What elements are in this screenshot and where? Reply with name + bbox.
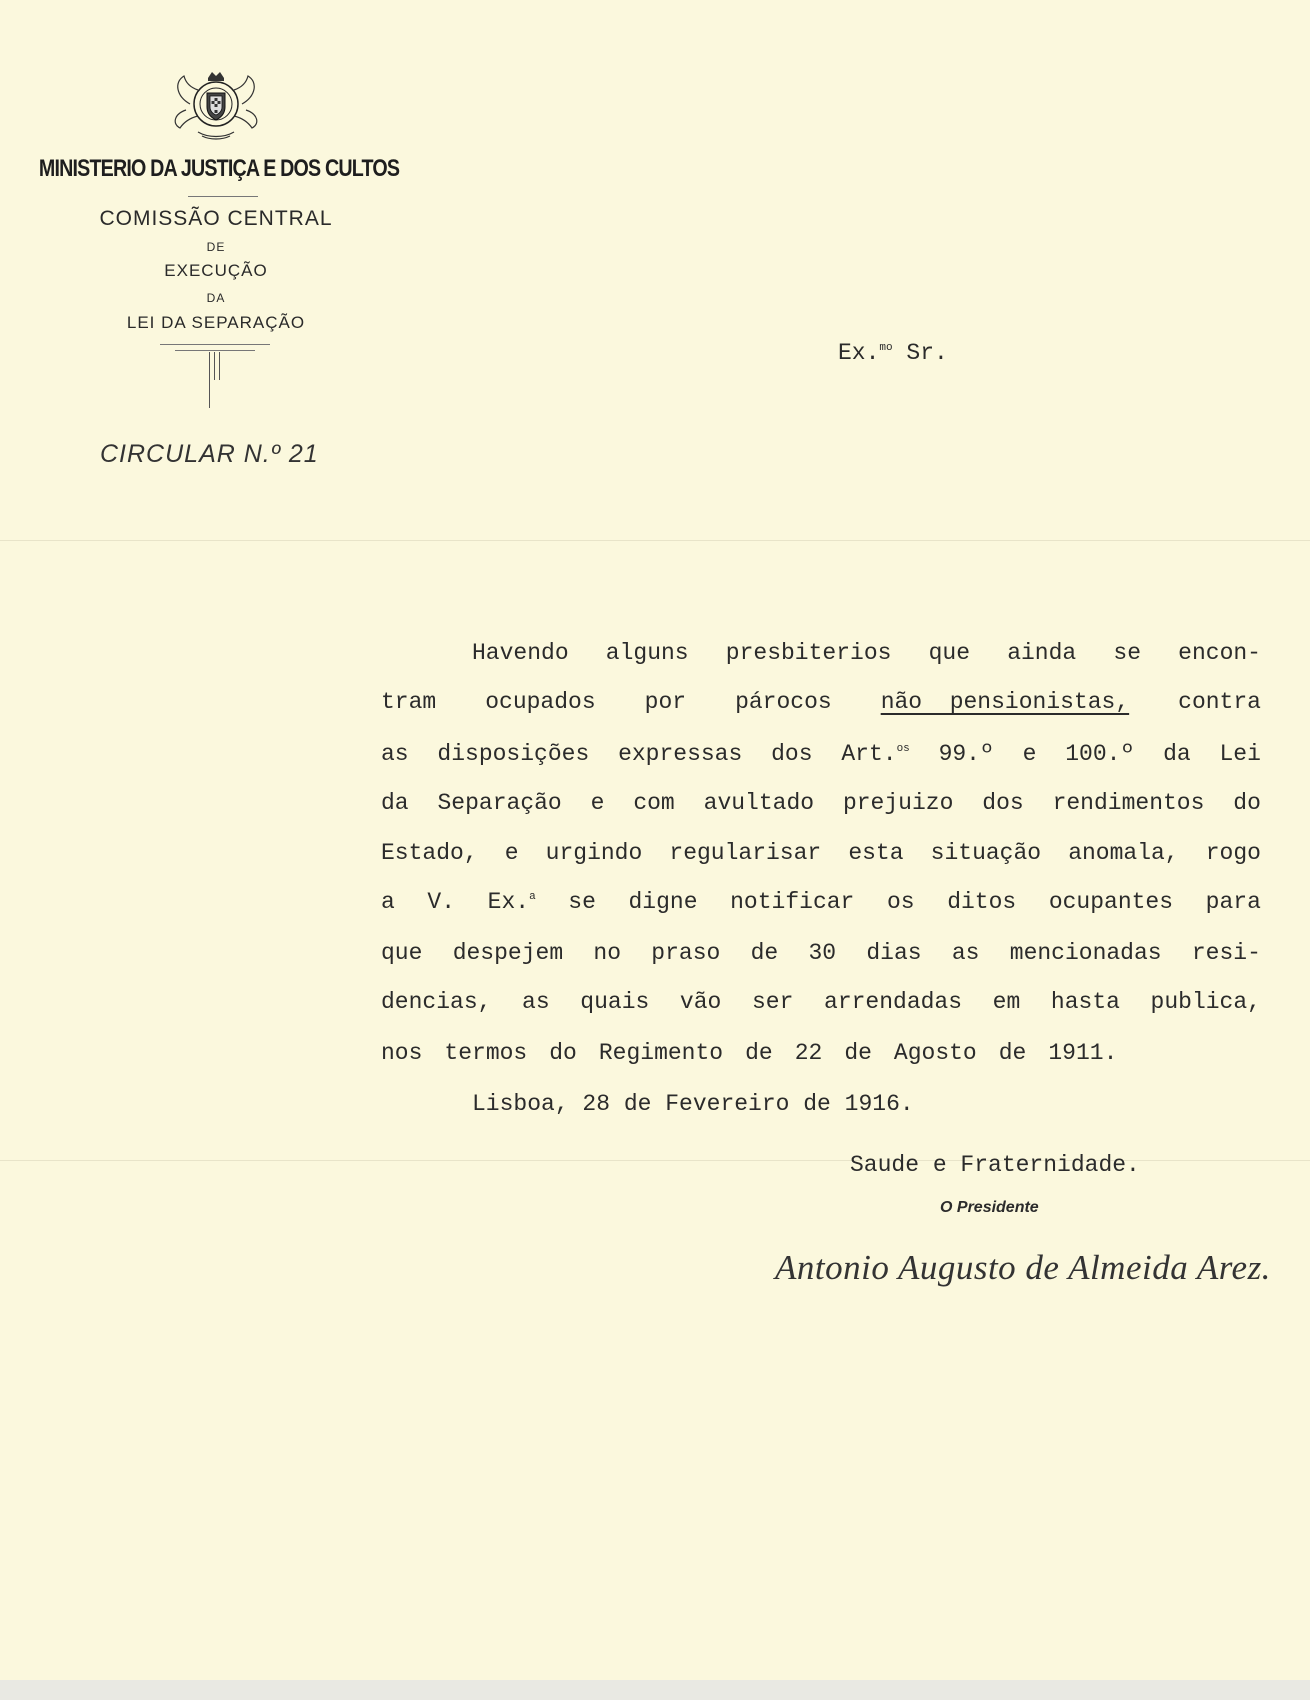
body-word: anomala,: [1068, 840, 1179, 866]
body-word: e: [504, 840, 519, 866]
body-word: os: [886, 889, 915, 915]
body-word: arrendadas: [824, 989, 963, 1015]
salutation-sup: mo: [879, 342, 893, 354]
body-line: [381, 790, 1261, 816]
body-word: para: [1205, 889, 1261, 915]
body-word: párocos: [735, 689, 832, 715]
body-word: Ex.$^a$: [487, 889, 536, 915]
body-word: notificar: [730, 889, 855, 915]
body-word: ocupantes: [1048, 889, 1174, 915]
ornamental-rule: [209, 352, 210, 408]
body-line: [381, 940, 1261, 966]
body-line: [381, 989, 1261, 1015]
body-word: 99.º: [938, 741, 994, 767]
body-word: se: [568, 889, 596, 915]
commission-law: LEI DA SEPARAÇÃO: [126, 313, 306, 332]
divider: [188, 196, 258, 197]
body-word: dos: [771, 741, 813, 767]
body-line: [381, 889, 1261, 915]
body-word: 1911.: [1048, 1040, 1118, 1066]
body-word: encon-: [1178, 640, 1261, 666]
commission-connector: DA: [206, 291, 226, 305]
body-word: publica,: [1150, 989, 1261, 1015]
body-word: praso: [651, 940, 721, 966]
body-word: quais: [580, 989, 650, 1015]
body-word: Lei: [1219, 741, 1261, 767]
body-word: avultado: [703, 790, 815, 816]
body-word: V.: [427, 889, 456, 915]
body-word: ser: [751, 989, 794, 1015]
body-line: [381, 1040, 1261, 1066]
body-word: expressas: [618, 741, 743, 767]
body-word: do: [549, 1040, 577, 1066]
body-word: Havendo: [472, 640, 569, 666]
ministry-name: MINISTERIO DA JUSTIÇA E DOS CULTOS: [38, 155, 400, 182]
body-word: da: [1163, 741, 1191, 767]
body-word: tram: [381, 689, 437, 715]
body-word: urgindo: [545, 840, 643, 866]
body-word: vão: [679, 989, 722, 1015]
body-word: ainda: [1007, 640, 1077, 666]
body-word: digne: [628, 889, 698, 915]
body-word: resi-: [1191, 940, 1261, 966]
body-word: Art.$^{os}$: [841, 741, 910, 767]
divider: [160, 344, 270, 345]
body-word: despejem: [452, 940, 564, 966]
body-word: regularisar: [669, 840, 822, 866]
body-word: 30: [808, 940, 837, 966]
body-line: [381, 840, 1261, 866]
signatory-title: O Presidente: [940, 1199, 1039, 1216]
ornamental-rule: [214, 352, 215, 380]
body-word: Agosto: [893, 1040, 977, 1066]
body-word: termos: [444, 1040, 528, 1066]
body-line: [381, 741, 1261, 767]
body-word: rogo: [1205, 840, 1261, 866]
body-word: situação: [930, 840, 1042, 866]
body-word: presbiterios: [725, 640, 892, 666]
coat-of-arms-icon: [168, 66, 264, 142]
salutation-prefix: Ex.: [838, 340, 880, 366]
body-word: no: [593, 940, 622, 966]
body-word: rendimentos: [1052, 790, 1205, 816]
body-word: de: [745, 1040, 773, 1066]
body-word: não pensionistas,: [880, 689, 1130, 715]
closing-phrase: Saude e Fraternidade.: [850, 1152, 1140, 1178]
body-word: contra: [1178, 689, 1261, 715]
commission-execution: EXECUÇÃO: [164, 261, 268, 280]
commission-connector: DE: [206, 240, 226, 254]
divider: [175, 350, 255, 351]
body-word: alguns: [605, 640, 689, 666]
commission-name: COMISSÃO CENTRAL: [99, 207, 333, 230]
circular-number: CIRCULAR N.º 21: [100, 440, 319, 468]
body-word: por: [644, 689, 687, 715]
body-word: as: [522, 989, 550, 1015]
body-word: disposições: [437, 741, 590, 767]
body-word: e: [590, 790, 605, 816]
body-word: dencias,: [381, 989, 492, 1015]
body-word: dias: [866, 940, 922, 966]
body-word: 100.º: [1065, 741, 1135, 767]
body-word: as: [951, 940, 980, 966]
body-word: da: [381, 790, 409, 816]
body-word: Separação: [437, 790, 562, 816]
body-word: com: [633, 790, 675, 816]
body-word: e: [1022, 741, 1037, 767]
ornamental-rule: [219, 352, 220, 380]
body-word: que: [381, 940, 423, 966]
body-word: hasta: [1050, 989, 1120, 1015]
salutation-suffix: Sr.: [892, 340, 948, 366]
paper-fold: [0, 540, 1310, 541]
body-word: dos: [982, 790, 1024, 816]
salutation: [838, 340, 948, 366]
body-word: do: [1233, 790, 1261, 816]
body-line: [381, 689, 1261, 715]
letter-date: Lisboa, 28 de Fevereiro de 1916.: [472, 1091, 914, 1117]
body-word: esta: [848, 840, 904, 866]
body-word: prejuizo: [842, 790, 954, 816]
body-word: ditos: [947, 889, 1017, 915]
body-word: de: [844, 1040, 872, 1066]
body-word: Regimento: [598, 1040, 724, 1066]
body-word: a: [381, 889, 395, 915]
body-word: em: [992, 989, 1021, 1015]
body-word: 22: [794, 1040, 823, 1066]
body-line: [472, 640, 1261, 666]
body-word: de: [998, 1040, 1027, 1066]
body-word: se: [1113, 640, 1141, 666]
body-word: de: [750, 940, 779, 966]
body-word: nos: [381, 1040, 423, 1066]
body-word: as: [381, 741, 409, 767]
body-word: que: [928, 640, 971, 666]
body-word: ocupados: [485, 689, 596, 715]
body-word: Estado,: [381, 840, 478, 866]
body-word: mencionadas: [1009, 940, 1162, 966]
signature: Antonio Augusto de Almeida Arez.: [775, 1248, 1271, 1287]
